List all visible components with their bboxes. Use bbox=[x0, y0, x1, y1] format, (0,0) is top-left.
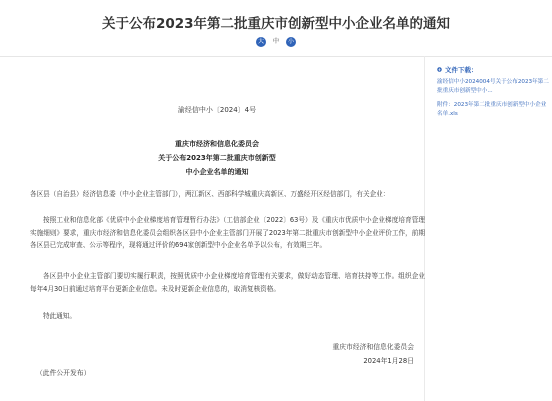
body-paragraph-2: 各区县中小企业主管部门要切实履行职责，按照优质中小企业梯度培育管理有关要求，做好动态管理、培育扶持等工作。组织企业每年4月30日前通过培育平台更新企业信息。未及时更新企业信息的，取消复核资格。 bbox=[30, 272, 425, 293]
font-size-controls bbox=[0, 37, 552, 47]
font-size-small-button[interactable]: 小 bbox=[287, 38, 294, 45]
closing-paragraph: 特此通知。 bbox=[43, 312, 76, 320]
document-number: 渝经信中小〔2024〕4号 bbox=[177, 106, 257, 114]
font-size-medium-button[interactable]: 中 bbox=[272, 38, 279, 45]
issuer-heading: 重庆市经济和信息化委员会 bbox=[175, 140, 259, 148]
signature-date: 2024年1月28日 bbox=[363, 357, 414, 365]
download-sidebar bbox=[437, 65, 549, 119]
download-link-notice[interactable]: 渝经信中小2024004号关于公布2023年第二批重庆市创新型中小... bbox=[437, 79, 549, 94]
article-body bbox=[10, 56, 425, 401]
recipients-paragraph: 各区县（自治县）经济信息委（中小企业主管部门），两江新区、西部科学城重庆高新区、万盛经开区经信部门，有关企业： bbox=[30, 190, 390, 198]
signature-organization: 重庆市经济和信息化委员会 bbox=[332, 343, 414, 351]
page-title: 关于公布2023年第二批重庆市创新型中小企业名单的通知 bbox=[101, 16, 451, 32]
download-title-text: 文件下载： bbox=[445, 66, 478, 74]
notice-heading-line1: 关于公布2023年第二批重庆市创新型 bbox=[158, 154, 276, 162]
download-title bbox=[437, 65, 549, 74]
body-paragraph-1: 按照工业和信息化部《优质中小企业梯度培育管理暂行办法》（工信部企业〔2022〕63号）及《重庆市优质中小企业梯度培育管理实施细则》要求，重庆市经济和信息化委员会组织各区县中小企业主管部门开展了2023年第二批重庆市创新型中小企业评价工作，前期各区县已完成审查、公示等程序，现将通过评价的694家创新型中小企业名单予以公布，有效期三年。 bbox=[30, 216, 425, 250]
font-size-large-button[interactable]: 大 bbox=[257, 38, 264, 45]
release-note: （此件公开发布） bbox=[36, 369, 91, 377]
download-link-attachment[interactable]: 附件：2023年第二批重庆市创新型中小企业名单.xls bbox=[437, 102, 547, 117]
download-bullet-icon bbox=[437, 67, 442, 72]
notice-heading-line2: 中小企业名单的通知 bbox=[185, 168, 249, 176]
